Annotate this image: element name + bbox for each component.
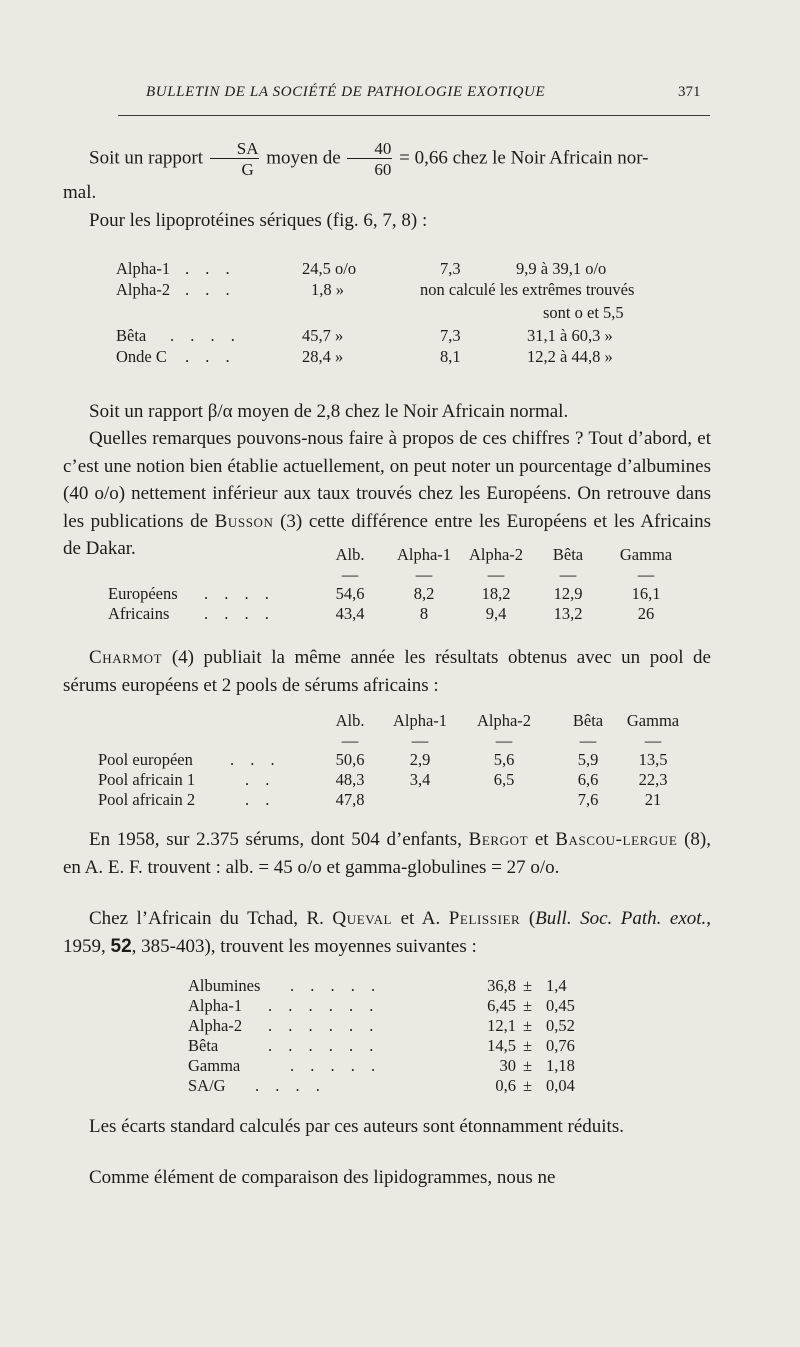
leader-dots: . . . . . . bbox=[268, 996, 380, 1015]
author-name: Charmot bbox=[89, 647, 163, 668]
row-label: Alpha-1 bbox=[116, 259, 171, 278]
header-dash: — bbox=[644, 731, 662, 750]
cell: 31,1 à 60,3 » bbox=[527, 326, 613, 345]
plus-minus: ± bbox=[523, 1056, 533, 1075]
denominator: G bbox=[241, 160, 254, 179]
paragraph-ratio-sa-g bbox=[63, 140, 711, 178]
author-name: Pelissier bbox=[448, 908, 521, 929]
cell: 43,4 bbox=[335, 604, 365, 623]
cell: 5,9 bbox=[577, 750, 599, 769]
journal-name: Bull. Soc. Path. exot. bbox=[535, 908, 707, 929]
cell: 48,3 bbox=[335, 770, 365, 789]
fraction-sa-g bbox=[210, 140, 260, 178]
header-dash: — bbox=[341, 565, 359, 584]
header-dash: — bbox=[411, 731, 429, 750]
cell: 13,5 bbox=[638, 750, 668, 769]
text: (3) cette différence entre les Européens et les Africains de Dakar. bbox=[63, 510, 712, 559]
text: moyen de bbox=[266, 147, 341, 169]
leader-dots: . . bbox=[245, 790, 276, 809]
paragraph-ratio-end: mal. bbox=[63, 182, 97, 203]
row-label: Européens bbox=[108, 584, 178, 603]
journal-title: BULLETIN DE LA SOCIÉTÉ DE PATHOLOGIE EXOTIQUE bbox=[146, 84, 546, 100]
column-header: Alb. bbox=[335, 711, 365, 730]
row-label: Bêta bbox=[116, 326, 147, 345]
paragraph-queval bbox=[63, 905, 711, 960]
plus-minus: ± bbox=[523, 1016, 533, 1035]
text: En 1958, sur 2.375 sérums, dont 504 d’enfants, bbox=[89, 829, 462, 850]
leader-dots: . . . . bbox=[170, 326, 241, 345]
leader-dots: . . . . . bbox=[290, 1056, 382, 1075]
cell: 7,3 bbox=[440, 259, 461, 278]
header-rule bbox=[118, 115, 710, 116]
cell: 21 bbox=[644, 790, 662, 809]
text: Soit un rapport bbox=[89, 147, 203, 169]
header-dash: — bbox=[637, 565, 655, 584]
cell: 28,4 » bbox=[302, 347, 344, 366]
numerator: SA bbox=[210, 140, 260, 159]
text: Quelles remarques pouvons-nous faire à propos de ces chiffres ? Tout d’abord, et c’est une notion bien établie actuellement, on peut noter un pourcentage d’albumines (40 o/o) nettement inférieur aux taux trouvés chez les Européens. On retrouve dans les publications de bbox=[63, 428, 711, 532]
text: Chez l’Africain du Tchad, R. bbox=[89, 908, 324, 929]
row-label: Bêta bbox=[188, 1036, 219, 1055]
leader-dots: . . . bbox=[230, 750, 281, 769]
column-header: Gamma bbox=[619, 545, 673, 564]
paragraph-remarks bbox=[63, 425, 711, 563]
paragraph-standard-deviation: Les écarts standard calculés par ces auteurs sont étonnamment réduits. bbox=[89, 1116, 624, 1137]
leader-dots: . . . . bbox=[255, 1076, 326, 1095]
paragraph-beta-alpha: Soit un rapport β/α moyen de 2,8 chez le Noir Africain normal. bbox=[89, 401, 569, 422]
author-name: Queval bbox=[332, 908, 393, 929]
row-label: Gamma bbox=[188, 1056, 241, 1075]
header-dash: — bbox=[495, 731, 513, 750]
mean-value: 30 bbox=[499, 1056, 516, 1075]
paragraph-lipoproteins: Pour les lipoprotéines sériques (fig. 6, 7, 8) : bbox=[89, 210, 428, 231]
text: = 0,66 chez le Noir Africain nor- bbox=[399, 147, 649, 169]
paragraph-lipidograms: Comme élément de comparaison des lipidogrammes, nous ne bbox=[89, 1167, 556, 1188]
cell: 6,6 bbox=[577, 770, 599, 789]
row-label: Alpha-2 bbox=[188, 1016, 243, 1035]
cell: non calculé les extrêmes trouvés bbox=[420, 280, 635, 299]
cell: 7,6 bbox=[577, 790, 599, 809]
cell: 7,3 bbox=[440, 326, 461, 345]
plus-minus: ± bbox=[523, 976, 533, 995]
column-header: Alb. bbox=[335, 545, 365, 564]
leader-dots: . . . . . bbox=[290, 976, 382, 995]
row-label: Africains bbox=[108, 604, 170, 623]
column-header: Alpha-1 bbox=[396, 545, 452, 564]
row-label: Onde C bbox=[116, 347, 167, 366]
row-label: SA/G bbox=[188, 1076, 226, 1095]
mean-value: 36,8 bbox=[487, 976, 516, 995]
cell: 8,2 bbox=[413, 584, 435, 603]
column-header: Gamma bbox=[626, 711, 680, 730]
header-dash: — bbox=[559, 565, 577, 584]
row-label: Pool africain 1 bbox=[98, 770, 196, 789]
leader-dots: . . . bbox=[185, 259, 236, 278]
cell: 9,9 à 39,1 o/o bbox=[516, 259, 607, 278]
row-label: Pool européen bbox=[98, 750, 193, 769]
leader-dots: . . . . . . bbox=[268, 1036, 380, 1055]
cell: 45,7 » bbox=[302, 326, 344, 345]
column-header: Alpha-2 bbox=[468, 545, 524, 564]
cell: 13,2 bbox=[553, 604, 583, 623]
sd-value: 0,76 bbox=[546, 1036, 575, 1055]
leader-dots: . . . bbox=[185, 347, 236, 366]
cell: 54,6 bbox=[335, 584, 365, 603]
sd-value: 0,45 bbox=[546, 996, 575, 1015]
cell: 26 bbox=[637, 604, 655, 623]
volume-number: 52 bbox=[110, 935, 132, 957]
cell: 2,9 bbox=[409, 750, 431, 769]
cell: 24,5 o/o bbox=[302, 259, 357, 278]
cell: 47,8 bbox=[335, 790, 365, 809]
cell: 12,9 bbox=[553, 584, 583, 603]
text: , 385-403), trouvent les moyennes suivantes : bbox=[131, 935, 477, 957]
row-label: Albumines bbox=[188, 976, 261, 995]
text: (8), en A. E. F. trouvent : alb. = 45 o/o et gamma-globulines = 27 o/o. bbox=[63, 829, 712, 878]
page-number: 371 bbox=[678, 84, 701, 100]
mean-value: 14,5 bbox=[487, 1036, 516, 1055]
header-dash: — bbox=[579, 731, 597, 750]
row-label: Pool africain 2 bbox=[98, 790, 196, 809]
text: (4) publiait la même année les résultats obtenus avec un pool de sérums européens et 2 pools de sérums africains : bbox=[63, 647, 711, 696]
author-name: Bergot bbox=[468, 829, 529, 850]
leader-dots: . . . . . . bbox=[268, 1016, 380, 1035]
plus-minus: ± bbox=[523, 1076, 533, 1095]
running-header bbox=[0, 84, 800, 108]
cell: 5,6 bbox=[493, 750, 515, 769]
cell: 1,8 » bbox=[311, 280, 344, 299]
cell: 3,4 bbox=[409, 770, 431, 789]
mean-value: 6,45 bbox=[487, 996, 516, 1015]
sd-value: 0,04 bbox=[546, 1076, 575, 1095]
cell: 6,5 bbox=[493, 770, 515, 789]
cell: 8 bbox=[419, 604, 429, 623]
sd-value: 1,18 bbox=[546, 1056, 575, 1075]
cell: 22,3 bbox=[638, 770, 668, 789]
header-dash: — bbox=[415, 565, 433, 584]
paragraph-charmot bbox=[63, 644, 711, 699]
leader-dots: . . . . bbox=[204, 584, 275, 603]
mean-value: 12,1 bbox=[487, 1016, 516, 1035]
leader-dots: . . . bbox=[185, 280, 236, 299]
header-dash: — bbox=[341, 731, 359, 750]
column-header: Alpha-1 bbox=[392, 711, 448, 730]
plus-minus: ± bbox=[523, 996, 533, 1015]
column-header: Bêta bbox=[552, 545, 584, 564]
cell: 16,1 bbox=[631, 584, 661, 603]
cell: 50,6 bbox=[335, 750, 365, 769]
numerator: 40 bbox=[347, 140, 392, 159]
author-name: Busson bbox=[214, 510, 274, 532]
row-label: Alpha-2 bbox=[116, 280, 171, 299]
mean-value: 0,6 bbox=[495, 1076, 516, 1095]
sd-value: 0,52 bbox=[546, 1016, 575, 1035]
column-header: Bêta bbox=[572, 711, 604, 730]
text: , 1959, bbox=[63, 908, 712, 957]
text: et A. bbox=[400, 908, 441, 929]
text: et bbox=[534, 829, 549, 850]
cell: 12,2 à 44,8 » bbox=[527, 347, 613, 366]
leader-dots: . . . . bbox=[204, 604, 275, 623]
fraction-40-60 bbox=[347, 140, 392, 178]
paragraph-bergot bbox=[63, 826, 711, 881]
row-label: Alpha-1 bbox=[188, 996, 243, 1015]
cell: sont o et 5,5 bbox=[543, 303, 624, 322]
cell: 9,4 bbox=[485, 604, 507, 623]
column-header: Alpha-2 bbox=[476, 711, 532, 730]
sd-value: 1,4 bbox=[546, 976, 567, 995]
denominator: 60 bbox=[374, 160, 392, 179]
text: ( bbox=[528, 908, 536, 929]
author-name: Bascou-lergue bbox=[555, 829, 678, 850]
cell: 18,2 bbox=[481, 584, 511, 603]
plus-minus: ± bbox=[523, 1036, 533, 1055]
leader-dots: . . bbox=[245, 770, 276, 789]
header-dash: — bbox=[487, 565, 505, 584]
cell: 8,1 bbox=[440, 347, 461, 366]
